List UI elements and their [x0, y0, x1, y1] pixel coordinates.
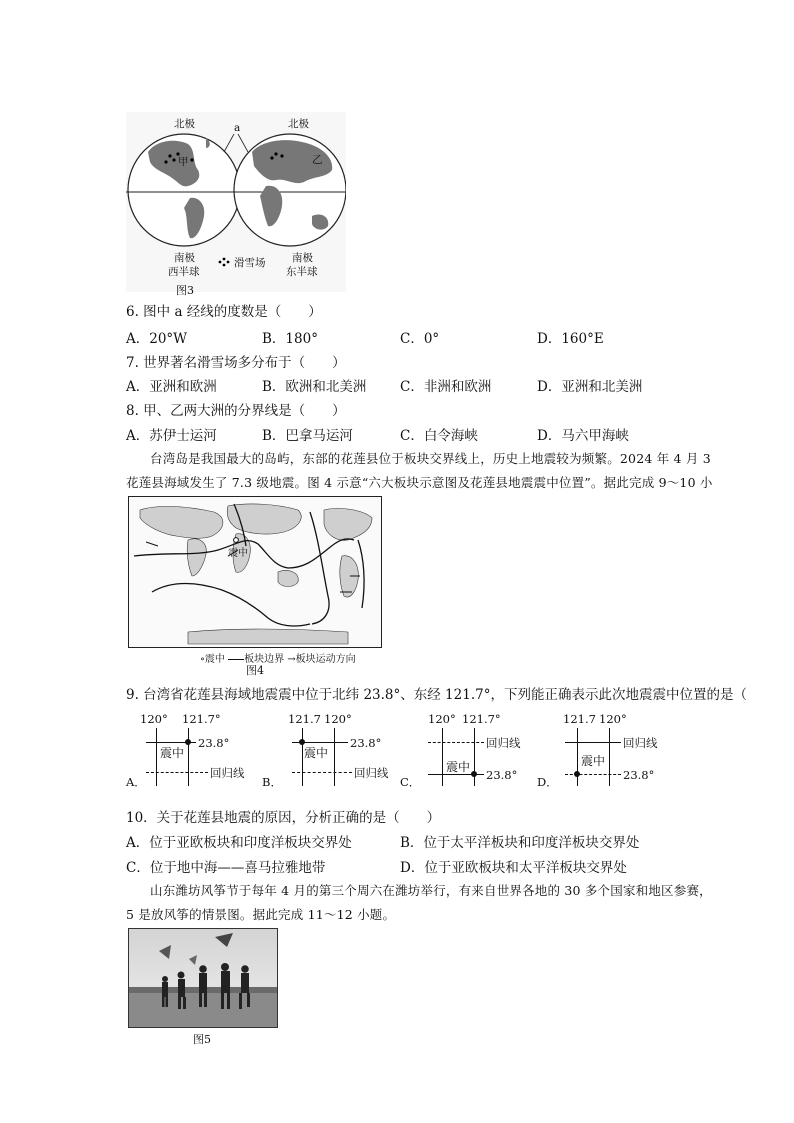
question-9-option-a[interactable] [126, 712, 256, 792]
option-d-letter: D． [537, 775, 558, 789]
option-a-epicenter-label: 震中 [160, 746, 185, 760]
south-pole-label-left: 南极 [174, 252, 195, 264]
option-b-tropic-line [292, 772, 352, 773]
option-b-letter: B． [262, 775, 282, 789]
option-a-meridian-2 [188, 728, 189, 786]
option-b-meridian-1 [302, 728, 303, 786]
question-6-option-c[interactable]: C．0° [400, 331, 440, 347]
option-a-longitude-2: 121.7° [182, 712, 221, 726]
passage-taiwan-line-1: 台湾岛是我国最大的岛屿，东部的花莲县位于板块交界线上，历史上地震较为频繁。2024 年 4 月 3 [150, 451, 711, 466]
option-c-longitude-2: 121.7° [462, 712, 501, 726]
option-b-epicenter-label: 震中 [304, 746, 329, 760]
epicenter-label: 震中 [228, 548, 248, 559]
question-10-option-d[interactable]: D．位于亚欧板块和太平洋板块交界处 [400, 860, 627, 876]
legend-epicenter-symbol-icon: ∘ [200, 654, 205, 665]
legend-direction-label: 板块运动方向 [295, 654, 356, 665]
option-d-latitude-label: 23.8° [623, 768, 655, 782]
meridian-a-label: a [234, 122, 241, 134]
question-7-option-d[interactable]: D．亚洲和北美洲 [537, 379, 643, 395]
question-9-stem: 9. 台湾省花莲县海域地震震中位于北纬 23.8°、东经 121.7°，下列能正确表示此次地震震中位置的是（ [126, 687, 747, 703]
option-d-epicenter-label: 震中 [581, 754, 606, 768]
option-b-latitude-label: 23.8° [350, 736, 382, 750]
question-8-option-b[interactable]: B．巴拿马运河 [262, 428, 353, 444]
continent-yi-label: 乙 [312, 154, 323, 166]
continent-jia-label: 甲 [178, 156, 189, 168]
question-7-stem: 7. 世界著名滑雪场多分布于（ ） [126, 355, 346, 371]
figure-4-plates-map [128, 496, 382, 648]
south-pole-label-right: 南极 [292, 252, 313, 264]
kite-flying-image [129, 929, 277, 1027]
question-9-option-b[interactable] [262, 712, 392, 792]
figure-5-kite-photo [128, 928, 278, 1028]
eastern-hemisphere-label: 东半球 [286, 266, 318, 278]
option-b-tropic-label: 回归线 [354, 766, 389, 780]
option-b-longitude-1: 121.7 [288, 712, 321, 726]
passage-kite-line-1: 山东潍坊风筝节于每年 4 月的第三个周六在潍坊举行，有来自世界各地的 30 多个国家和地区参赛， [150, 883, 712, 898]
option-d-meridian-2 [609, 728, 610, 786]
question-6-option-d[interactable]: D．160°E [537, 331, 604, 347]
option-c-latitude-label: 23.8° [486, 768, 518, 782]
figure-5-caption: 图5 [193, 1033, 211, 1046]
question-7-option-c[interactable]: C．非洲和欧洲 [400, 379, 492, 395]
option-a-epicenter-dot [185, 739, 191, 745]
question-7-option-a[interactable]: A．亚洲和欧洲 [126, 379, 217, 395]
plates-map-drawing [128, 496, 382, 648]
option-c-epicenter-label: 震中 [446, 760, 471, 774]
question-10-option-a[interactable]: A．位于亚欧板块和印度洋板块交界处 [126, 835, 352, 851]
question-6-option-b[interactable]: B．180° [262, 331, 318, 347]
figure-3-caption: 图3 [176, 284, 194, 297]
ski-resort-legend-label: 滑雪场 [234, 257, 266, 269]
passage-taiwan-line-2: 花莲县海域发生了 7.3 级地震。图 4 示意“六大板块示意图及花莲县地震震中位置”。据此完成 9～10 小 [126, 475, 713, 490]
legend-boundary-label: 板块边界 [244, 654, 285, 665]
figure-4-legend [200, 650, 356, 665]
option-d-longitude-1: 121.7 [563, 712, 596, 726]
option-a-tropic-line [146, 772, 208, 773]
option-c-meridian-1 [442, 728, 443, 786]
question-8-stem: 8. 甲、乙两大洲的分界线是（ ） [126, 403, 346, 419]
option-d-longitude-2: 120° [599, 712, 627, 726]
question-9-option-c[interactable] [400, 712, 530, 792]
option-d-epicenter-dot [574, 771, 580, 777]
option-c-tropic-line [428, 742, 484, 743]
option-d-tropic-label: 回归线 [623, 736, 658, 750]
figure-4-caption: 图4 [246, 664, 264, 677]
legend-epicenter-label: 震中 [204, 654, 225, 665]
question-9-option-d[interactable] [537, 712, 667, 792]
option-c-tropic-label: 回归线 [486, 736, 521, 750]
figure-3-hemispheres [126, 112, 346, 292]
north-pole-label-right: 北极 [288, 118, 309, 130]
option-b-meridian-2 [334, 728, 335, 786]
question-8-option-d[interactable]: D．马六甲海峡 [537, 428, 629, 444]
legend-direction-arrow-icon: → [287, 654, 296, 665]
option-d-meridian-1 [577, 728, 578, 786]
question-8-option-a[interactable]: A．苏伊士运河 [126, 428, 217, 444]
option-a-longitude-1: 120° [140, 712, 168, 726]
western-hemisphere-label: 西半球 [168, 266, 200, 278]
question-10-option-b[interactable]: B．位于太平洋板块和印度洋板块交界处 [400, 835, 640, 851]
legend-boundary-line-icon [228, 659, 244, 660]
question-10-option-c[interactable]: C．位于地中海——喜马拉雅地带 [126, 860, 326, 876]
passage-kite-line-2: 5 是放风筝的情景图。据此完成 11～12 小题。 [126, 907, 396, 922]
option-b-longitude-2: 120° [324, 712, 352, 726]
option-c-epicenter-dot [471, 771, 477, 777]
option-c-longitude-1: 120° [428, 712, 456, 726]
question-7-option-b[interactable]: B．欧洲和北美洲 [262, 379, 367, 395]
question-10-stem: 10．关于花莲县地震的原因，分析正确的是（ ） [126, 810, 441, 826]
option-c-letter: C． [400, 775, 421, 789]
option-c-meridian-2 [474, 728, 475, 786]
north-pole-label-left: 北极 [174, 118, 195, 130]
question-6-option-a[interactable]: A．20°W [126, 331, 188, 347]
option-a-latitude-label: 23.8° [198, 736, 230, 750]
question-6-stem: 6. 图中 a 经线的度数是（ ） [126, 304, 322, 320]
option-a-meridian-1 [156, 728, 157, 786]
option-a-tropic-label: 回归线 [210, 766, 245, 780]
option-a-letter: A． [126, 775, 146, 789]
question-8-option-c[interactable]: C．白令海峡 [400, 428, 478, 444]
option-d-upper-line [565, 742, 621, 743]
